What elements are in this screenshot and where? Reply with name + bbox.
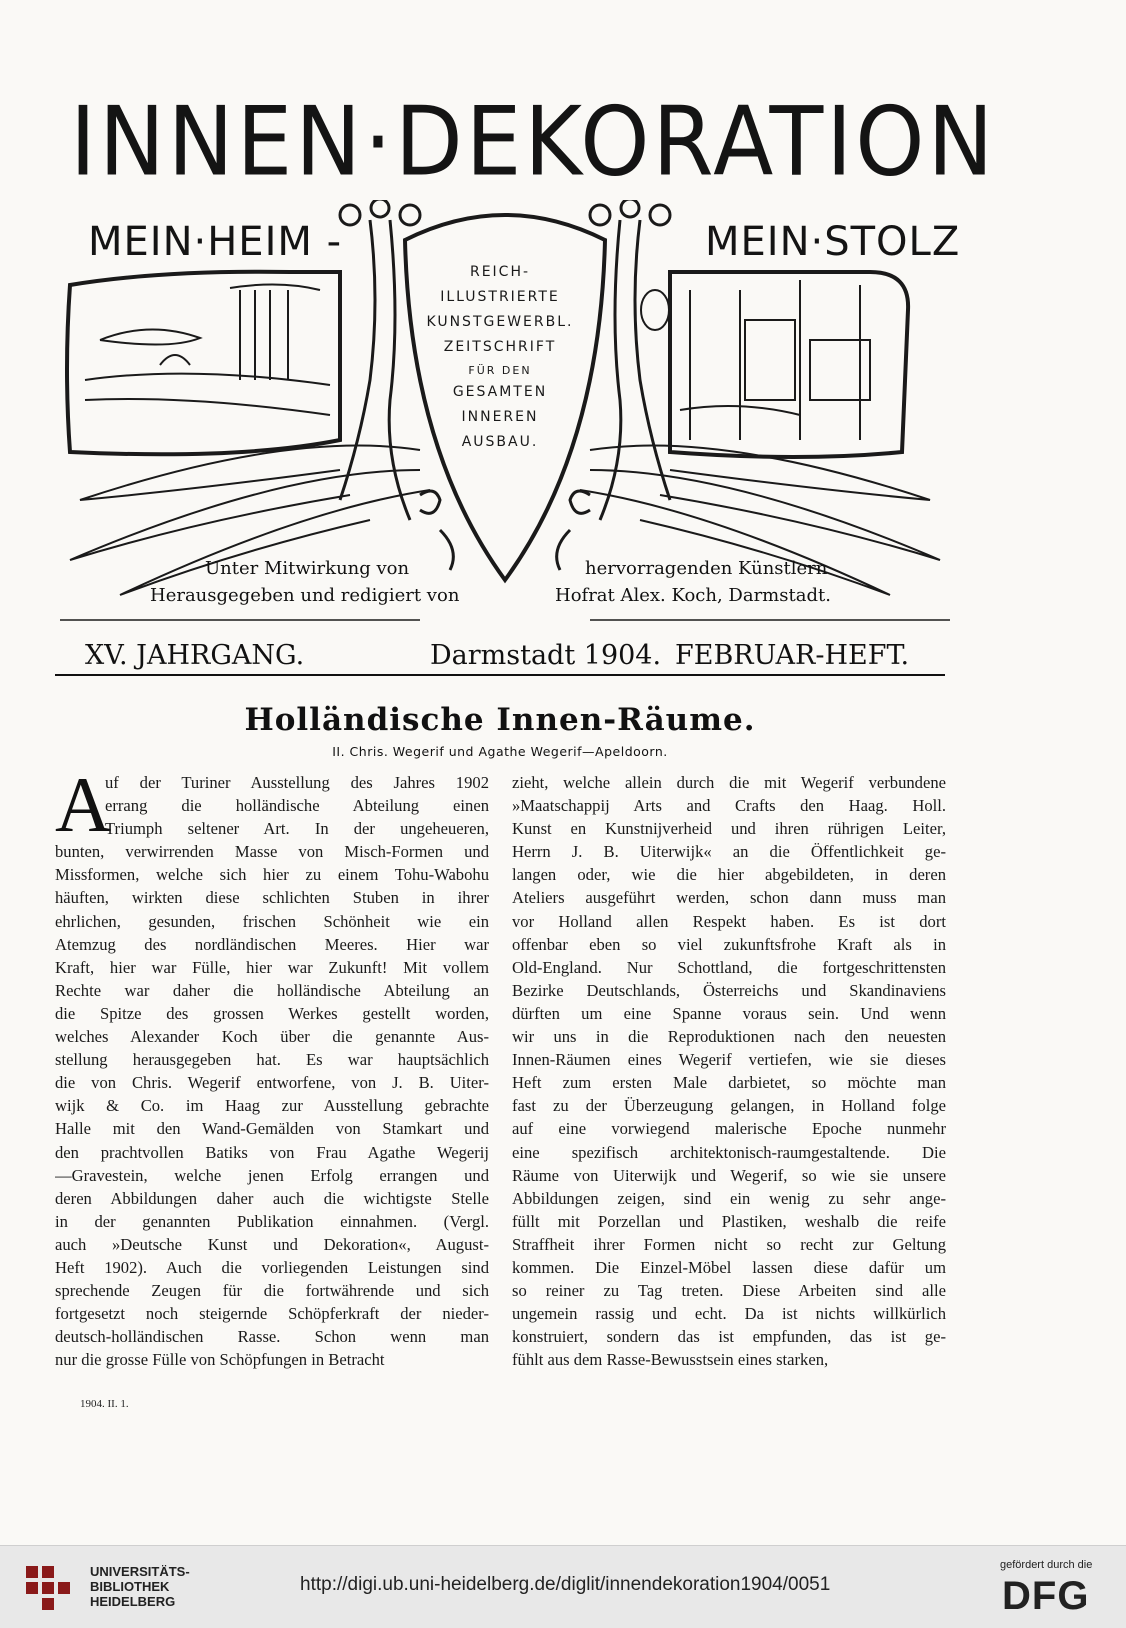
text-column-left xyxy=(55,761,489,1371)
shield-line: FÜR DEN xyxy=(468,364,532,377)
text-line: Kunst en Kunstnijverheid und ihren rührigen Leiter, xyxy=(512,819,946,839)
text-line: Innen-Räumen eines Wegerif vertiefen, wie sie dieses xyxy=(512,1050,946,1070)
shield-line: INNEREN xyxy=(461,409,539,425)
text-line: stellung herausgegeben hat. Es war hauptsächlich xyxy=(55,1050,489,1070)
text-line: offenbar eben so viel zukunftsfrohe Kraft als in xyxy=(512,934,946,954)
text-line: ungemein rassig und echt. Da ist nichts willkürlich xyxy=(512,1304,946,1324)
article-title: Holländische Innen-Räume. xyxy=(244,702,756,738)
text-line: Old-England. Nur Schottland, die fortgeschrittensten xyxy=(512,957,946,977)
text-line: zieht, welche allein durch die mit Wegerif verbundene xyxy=(512,773,946,792)
left-landscape-panel xyxy=(67,272,340,455)
text-line: wijk & Co. im Haag zur Ausstellung gebrachte xyxy=(55,1096,489,1116)
text-line: fortgesetzt noch steigernde Schöpferkraft der nieder- xyxy=(55,1304,489,1324)
shield-line: GESAMTEN xyxy=(452,384,548,400)
text-line: so reiner zu Tag treten. Diese Arbeiten sind alle xyxy=(512,1281,946,1301)
volume-label: XV. JAHRGANG. xyxy=(85,640,305,671)
text-line: Triumph seltener Art. In der ungeheueren, xyxy=(105,819,489,839)
text-line: Straffheit ihrer Formen nicht so recht zur Geltung xyxy=(512,1234,946,1254)
text-line: »Maatschappij Arts and Crafts den Haag. Holl. xyxy=(512,796,946,816)
issue-bar xyxy=(55,640,945,676)
right-interior-panel xyxy=(641,272,908,457)
text-line: Missformen, welche sich hier zu einem Tohu-Wabohu xyxy=(55,865,489,885)
text-line: fast zu der Überzeugung gelangen, in Holland folge xyxy=(512,1096,946,1116)
text-line: kommen. Die Einzel-Möbel lassen diese dafür um xyxy=(512,1257,946,1277)
text-line: fühlt aus dem Rasse-Bewusstsein eines starken, xyxy=(512,1350,829,1370)
text-line: Rechte war daher die holländische Abteilung an xyxy=(55,980,489,1000)
text-line: deutsch-holländischen Rasse. Schon wenn man xyxy=(55,1327,489,1347)
university-library-logo-icon xyxy=(22,1562,78,1612)
permalink[interactable]: http://digi.ub.uni-heidelberg.de/diglit/innendekoration1904/0051 xyxy=(300,1574,831,1595)
text-column-right xyxy=(512,771,946,1371)
drop-cap: A xyxy=(55,761,112,848)
text-line: nur die grosse Fülle von Schöpfungen in Betracht xyxy=(55,1350,385,1370)
text-line: Halle mit den Wand-Gemälden von Stamkart und xyxy=(55,1119,489,1139)
text-line: häuften, wirkten diese schlichten Stuben in ihrer xyxy=(55,888,489,908)
text-line: Räume von Uiterwijk und Wegerif, so wie sie unsere xyxy=(512,1165,946,1185)
text-line: langen oder, wie die hier abgebildeten, in deren xyxy=(512,865,946,885)
text-line: vor Holland allen Respekt haben. Es ist dort xyxy=(512,911,946,931)
credit-left-1: Unter Mitwirkung von xyxy=(205,558,410,579)
shield-line: ILLUSTRIERTE xyxy=(440,289,560,305)
dfg-logo: DFG xyxy=(1002,1574,1090,1618)
page-signature: 1904. II. 1. xyxy=(80,1398,129,1410)
text-line: auch »Deutsche Kunst und Dekoration«, August- xyxy=(55,1234,489,1254)
text-line: —Gravestein, welche jenen Erfolg errangen und xyxy=(55,1165,489,1185)
bottom-knot-ornaments xyxy=(420,491,590,570)
text-line: sprechende Zeugen für die fortwährende und sich xyxy=(55,1281,489,1301)
text-line: welches Alexander Koch über die genannte Aus- xyxy=(55,1027,489,1047)
shield-line: REICH- xyxy=(469,264,531,280)
text-line: Herrn J. B. Uiterwijk« an die Öffentlichkeit ge- xyxy=(512,842,946,862)
text-line: wir uns in die Reproduktionen nach den neuesten xyxy=(512,1027,946,1047)
article-subtitle: II. Chris. Wegerif und Agathe Wegerif—Apeldoorn. xyxy=(332,744,668,759)
text-line: in der genannten Publikation einnahmen. (Vergl. xyxy=(55,1211,489,1231)
text-line: ehrlichen, gesunden, frischen Schönheit wie ein xyxy=(55,911,489,931)
text-line: Heft 1902). Auch die vorliegenden Leistungen sind xyxy=(55,1257,489,1277)
shield-line: ZEITSCHRIFT xyxy=(443,339,557,355)
library-name: UNIVERSITÄTS- BIBLIOTHEK HEIDELBERG xyxy=(90,1564,190,1609)
text-line: füllt mit Porzellan und Plastiken, weshalb die reife xyxy=(512,1211,946,1231)
digitization-footer xyxy=(0,1545,1126,1628)
magazine-title: INNEN·DEKORATION xyxy=(70,85,997,198)
text-line: Ateliers ausgeführt werden, schon dann muss man xyxy=(512,888,946,908)
issue-month: FEBRUAR-HEFT. xyxy=(675,640,910,671)
text-line: uf der Turiner Ausstellung des Jahres 1902 xyxy=(105,773,489,792)
motto-right: MEIN·STOLZ xyxy=(705,219,961,265)
text-line: Atemzug des nordländischen Meeres. Hier war xyxy=(55,934,489,954)
motto-left: MEIN·HEIM - xyxy=(88,219,343,265)
text-line: auf eine vorwiegend malerische Epoche nunmehr xyxy=(512,1119,946,1139)
text-line: dürften um eine Spanne voraus sein. Und wenn xyxy=(512,1003,946,1023)
text-line: errang die holländische Abteilung einen xyxy=(105,796,489,816)
text-line: Abbildungen zeigen, sind ein wenig zu sehr ange- xyxy=(512,1188,946,1208)
credit-right-2: Hofrat Alex. Koch, Darmstadt. xyxy=(555,585,831,606)
text-line: eine spezifisch architektonisch-raumgestaltende. Die xyxy=(512,1142,946,1162)
text-line: Heft zum ersten Male darbietet, so möchte man xyxy=(512,1073,946,1093)
text-line: konstruiert, sondern das ist empfunden, das ist ge- xyxy=(512,1327,946,1347)
text-line: die von Chris. Wegerif entworfene, von J. B. Uiter- xyxy=(55,1073,489,1093)
credit-left-2: Herausgegeben und redigiert von xyxy=(150,585,460,606)
credit-right-1: hervorragenden Künstlern xyxy=(585,558,828,579)
place-year: Darmstadt 1904. xyxy=(430,640,662,671)
text-line: Kraft, hier war Fülle, hier war Zukunft! Mit vollem xyxy=(55,957,489,977)
text-line: den prachtvollen Batiks von Frau Agathe Wegerij xyxy=(55,1142,489,1162)
text-line: die Spitze des grossen Werkes gestellt worden, xyxy=(55,1003,489,1023)
funder-caption: gefördert durch die xyxy=(1000,1559,1093,1571)
text-line: Bezirke Deutschlands, Österreichs und Skandinaviens xyxy=(512,980,946,1000)
text-line: deren Abbildungen daher auch die wichtigste Stelle xyxy=(55,1188,489,1208)
text-line: bunten, verwirrenden Masse von Misch-Formen und xyxy=(55,842,489,862)
shield-line: AUSBAU. xyxy=(461,434,539,450)
shield-line: KUNSTGEWERBL. xyxy=(426,314,574,330)
